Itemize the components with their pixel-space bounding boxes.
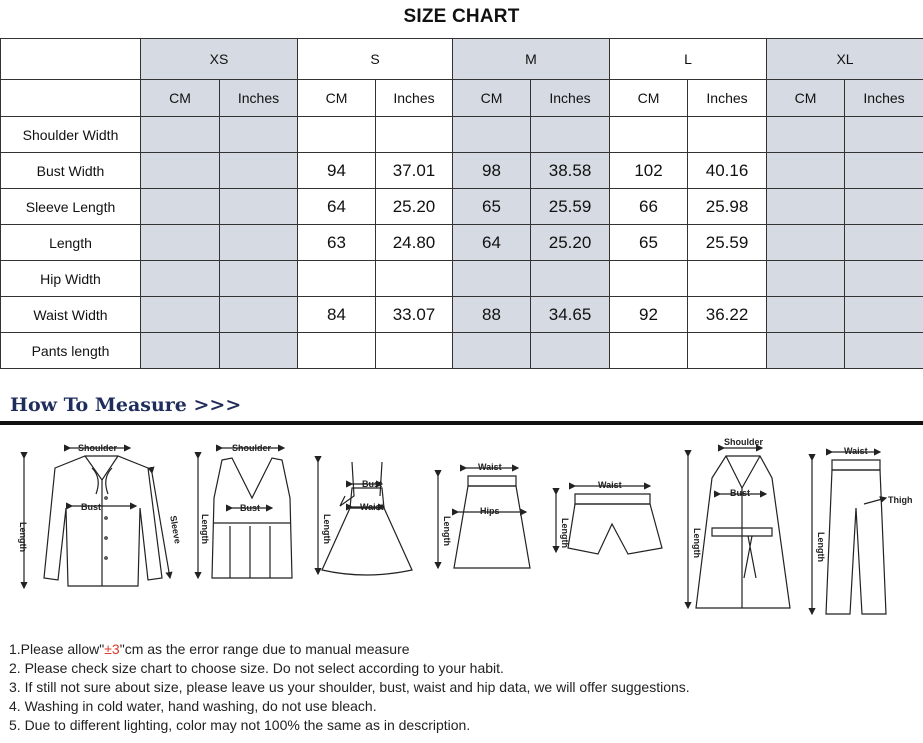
table-cell [767,297,845,333]
table-cell [767,333,845,369]
table-cell [298,117,376,153]
table-cell [220,225,298,261]
table-cell [767,117,845,153]
table-row [1,153,923,189]
table-cell [298,333,376,369]
table-cell [220,333,298,369]
table-cell: 25.59 [688,225,767,261]
unit-cm-header: CM [141,80,220,117]
coat-diagram-icon [688,448,790,608]
table-cell [376,261,453,297]
table-cell [610,333,688,369]
label-length: Length [322,514,332,544]
table-cell [610,117,688,153]
label-length: Length [816,532,826,562]
table-cell: 94 [298,153,376,189]
table-cell [531,117,610,153]
section-divider [0,421,923,425]
table-row [1,225,923,261]
label-waist: Waist [360,502,384,512]
unit-cm-header: CM [767,80,845,117]
table-cell [141,261,220,297]
table-cell [453,333,531,369]
note-3: 3. If still not sure about size, please leave us your shoulder, bust, waist and hip data, we will offer suggestions. [9,679,690,695]
table-cell: 102 [610,153,688,189]
label-length: Length [692,528,702,558]
corner-cell [1,39,141,80]
table-cell: 36.22 [688,297,767,333]
table-cell: 25.20 [376,189,453,225]
table-cell [141,117,220,153]
label-waist: Waist [478,462,502,472]
label-shoulder: Shoulder [78,443,118,453]
unit-cm-header: CM [453,80,531,117]
row-label: Length [1,225,141,261]
note-5: 5. Due to different lighting, color may not 100% the same as in description. [9,717,471,733]
table-cell: 98 [453,153,531,189]
table-cell: 40.16 [688,153,767,189]
table-cell [531,261,610,297]
note-2: 2. Please check size chart to choose size. Do not select according to your habit. [9,660,504,676]
table-cell [141,333,220,369]
unit-inches-header: Inches [845,80,923,117]
unit-header-row [1,80,923,117]
size-header-row [1,39,923,80]
table-cell [688,117,767,153]
table-cell [845,153,923,189]
table-cell [767,225,845,261]
table-cell: 65 [610,225,688,261]
row-label: Waist Width [1,297,141,333]
error-range-highlight: ±3 [104,641,120,657]
table-cell [141,153,220,189]
unit-cm-header: CM [298,80,376,117]
size-chart-table [0,38,923,369]
table-cell [453,117,531,153]
table-cell [610,261,688,297]
note-1: 1.Please allow"±3"cm as the error range due to manual measure [9,641,410,657]
table-cell [141,225,220,261]
table-row [1,189,923,225]
size-xs-header: XS [141,39,298,80]
row-label: Pants length [1,333,141,369]
label-shoulder: Shoulder [724,437,764,447]
label-length: Length [442,516,452,546]
table-cell: 92 [610,297,688,333]
size-s-header: S [298,39,453,80]
unit-inches-header: Inches [220,80,298,117]
unit-inches-header: Inches [376,80,453,117]
table-cell [220,189,298,225]
shorts-diagram-icon [556,486,662,554]
table-cell [531,333,610,369]
size-chart-title: SIZE CHART [403,6,520,27]
size-m-header: M [453,39,610,80]
table-cell: 34.65 [531,297,610,333]
table-row [1,117,923,153]
corner-cell [1,80,141,117]
table-cell: 65 [453,189,531,225]
table-row [1,261,923,297]
row-label: Bust Width [1,153,141,189]
table-cell [220,153,298,189]
table-cell [376,333,453,369]
unit-inches-header: Inches [688,80,767,117]
label-length: Length [18,522,28,552]
size-xl-header: XL [767,39,923,80]
label-length: Length [560,518,570,548]
label-bust: Bust [730,488,750,498]
table-cell [453,261,531,297]
how-to-measure-heading: How To Measure >>> [10,394,242,416]
label-bust: Bust [81,502,101,512]
table-cell [845,189,923,225]
table-cell [845,261,923,297]
table-cell: 63 [298,225,376,261]
table-cell [220,261,298,297]
table-cell [688,261,767,297]
table-cell: 84 [298,297,376,333]
table-cell [141,297,220,333]
label-bust: Bust [362,479,382,489]
table-cell [845,297,923,333]
label-thigh: Thigh [888,495,913,505]
table-cell: 66 [610,189,688,225]
table-cell: 25.59 [531,189,610,225]
size-l-header: L [610,39,767,80]
table-cell [220,117,298,153]
label-waist: Waist [598,480,622,490]
row-label: Shoulder Width [1,117,141,153]
table-cell [845,333,923,369]
table-cell [845,225,923,261]
table-row [1,333,923,369]
table-cell [845,117,923,153]
table-cell: 37.01 [376,153,453,189]
unit-cm-header: CM [610,80,688,117]
table-cell [767,153,845,189]
table-cell: 33.07 [376,297,453,333]
table-cell: 25.98 [688,189,767,225]
label-hips: Hips [480,506,500,516]
table-cell [220,297,298,333]
label-shoulder: Shoulder [232,443,272,453]
unit-inches-header: Inches [531,80,610,117]
note-4: 4. Washing in cold water, hand washing, do not use bleach. [9,698,377,714]
table-cell: 88 [453,297,531,333]
table-cell [688,333,767,369]
label-sleeve: Sleeve [168,514,183,545]
measurement-diagrams [0,428,923,633]
row-label: Hip Width [1,261,141,297]
table-cell: 64 [453,225,531,261]
tank-top-diagram-icon [198,448,292,578]
table-cell [767,261,845,297]
label-waist: Waist [844,446,868,456]
table-row [1,297,923,333]
table-cell: 25.20 [531,225,610,261]
label-length: Length [200,514,210,544]
table-cell: 24.80 [376,225,453,261]
table-cell [298,261,376,297]
table-cell: 38.58 [531,153,610,189]
label-bust: Bust [240,503,260,513]
table-cell [141,189,220,225]
shirt-diagram-icon [24,448,170,588]
row-label: Sleeve Length [1,189,141,225]
table-cell [767,189,845,225]
table-cell: 64 [298,189,376,225]
table-cell [376,117,453,153]
notes-block [9,640,690,735]
